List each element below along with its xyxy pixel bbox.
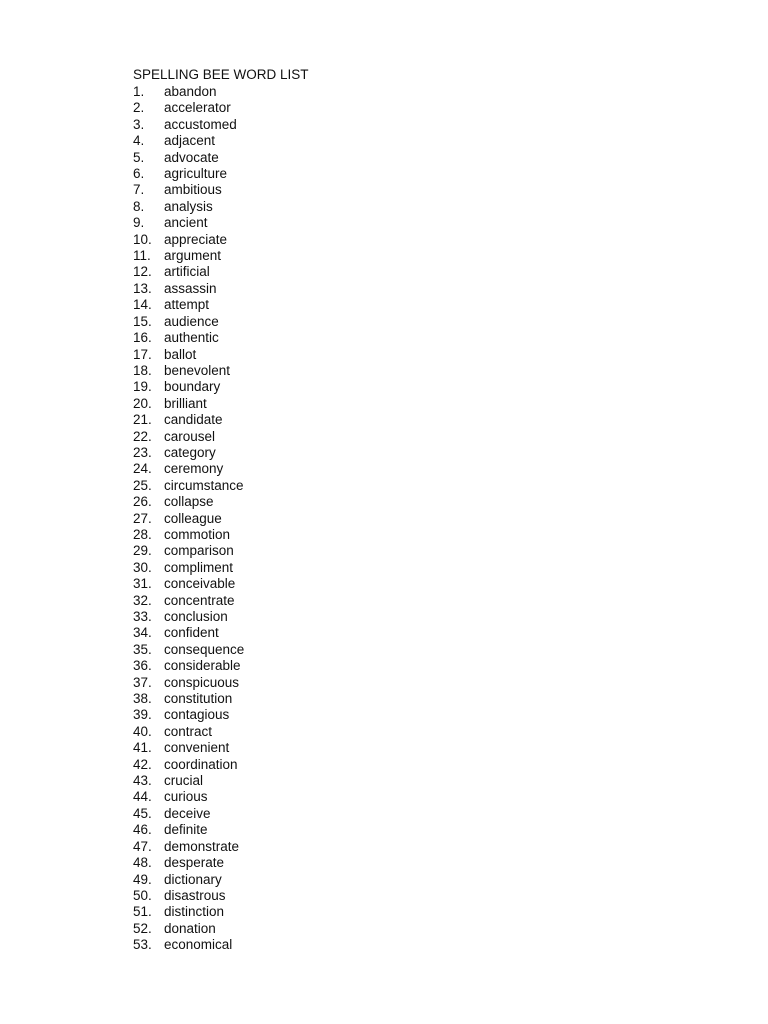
list-item xyxy=(133,166,244,182)
list-item-word: ambitious xyxy=(164,182,222,198)
list-item-word: attempt xyxy=(164,297,210,313)
list-item-number: 25. xyxy=(133,477,152,493)
list-item xyxy=(133,855,244,871)
list-item-word: demonstrate xyxy=(164,838,240,854)
list-item-number: 21. xyxy=(133,412,152,428)
list-item-number: 33. xyxy=(133,609,152,624)
list-item-number: 24. xyxy=(133,461,152,477)
list-item-number: 18. xyxy=(133,362,152,378)
list-item xyxy=(133,281,244,297)
list-item-word: conceivable xyxy=(164,576,236,592)
list-item-number: 10. xyxy=(133,231,152,247)
list-item-number: 1. xyxy=(133,84,145,99)
list-item-number: 50. xyxy=(133,887,152,903)
list-item-number: 28. xyxy=(133,526,152,542)
list-item xyxy=(133,675,244,691)
list-item xyxy=(133,658,244,674)
list-item xyxy=(133,740,244,756)
list-item xyxy=(133,330,244,346)
list-item xyxy=(133,478,244,494)
list-item-word: comparison xyxy=(164,543,234,559)
list-item-word: disastrous xyxy=(164,887,226,903)
list-item xyxy=(133,757,244,773)
list-item-number: 39. xyxy=(133,707,152,723)
list-item-word: desperate xyxy=(164,855,225,871)
list-item-number: 16. xyxy=(133,330,152,346)
list-item xyxy=(133,806,244,822)
list-item xyxy=(133,691,244,707)
list-item xyxy=(133,773,244,789)
list-item-number: 45. xyxy=(133,805,152,821)
list-item-word: artificial xyxy=(164,264,210,280)
list-item-number: 27. xyxy=(133,510,152,526)
list-item-word: ceremony xyxy=(164,461,224,477)
list-item-number: 7. xyxy=(133,182,145,198)
list-item-word: confident xyxy=(164,625,219,641)
list-item xyxy=(133,822,244,838)
list-item-number: 2. xyxy=(133,100,145,116)
list-item xyxy=(133,150,244,166)
list-item-word: accelerator xyxy=(164,100,231,116)
list-item-word: accustomed xyxy=(164,116,237,132)
list-item-word: audience xyxy=(164,313,219,329)
list-item-word: constitution xyxy=(164,691,233,707)
list-item xyxy=(133,888,244,904)
list-item xyxy=(133,937,244,953)
list-item xyxy=(133,724,244,740)
list-item-number: 19. xyxy=(133,379,152,395)
list-item-word: concentrate xyxy=(164,592,235,608)
list-item-number: 35. xyxy=(133,641,152,657)
list-item-number: 9. xyxy=(133,215,145,231)
list-item-word: adjacent xyxy=(164,133,216,149)
list-item xyxy=(133,396,244,412)
list-item xyxy=(133,264,244,280)
list-item-number: 48. xyxy=(133,855,152,871)
list-item-number: 40. xyxy=(133,723,152,739)
list-item xyxy=(133,642,244,658)
list-item xyxy=(133,527,244,543)
list-item-word: conclusion xyxy=(164,609,228,624)
list-item xyxy=(133,297,244,313)
list-item xyxy=(133,904,244,920)
list-item xyxy=(133,199,244,215)
list-item-word: conspicuous xyxy=(164,674,240,690)
list-item-word: curious xyxy=(164,789,208,805)
list-item xyxy=(133,839,244,855)
list-item xyxy=(133,560,244,576)
list-item-word: circumstance xyxy=(164,477,244,493)
list-item-word: appreciate xyxy=(164,231,228,247)
list-item-word: brilliant xyxy=(164,395,207,411)
list-item-number: 6. xyxy=(133,166,145,182)
list-item-word: analysis xyxy=(164,198,213,214)
list-item-word: contagious xyxy=(164,707,230,723)
list-item xyxy=(133,789,244,805)
list-item-number: 11. xyxy=(133,248,151,264)
list-item xyxy=(133,232,244,248)
list-item-word: boundary xyxy=(164,379,221,395)
list-item-number: 20. xyxy=(133,395,152,411)
list-item-number: 5. xyxy=(133,149,145,165)
list-item-number: 47. xyxy=(133,838,152,854)
list-item-word: dictionary xyxy=(164,871,222,887)
list-item-number: 32. xyxy=(133,592,152,608)
list-item-word: benevolent xyxy=(164,362,231,378)
list-item-word: agriculture xyxy=(164,166,228,182)
list-item-number: 46. xyxy=(133,822,152,838)
list-item xyxy=(133,543,244,559)
list-item-number: 37. xyxy=(133,674,152,690)
list-item-word: ballot xyxy=(164,346,197,362)
list-item-number: 4. xyxy=(133,133,145,149)
list-item-word: ancient xyxy=(164,215,208,231)
list-item xyxy=(133,872,244,888)
list-item-word: convenient xyxy=(164,740,230,756)
list-item-word: consequence xyxy=(164,641,245,657)
list-item xyxy=(133,133,244,149)
list-item-word: carousel xyxy=(164,428,216,444)
list-item xyxy=(133,494,244,510)
list-item-number: 53. xyxy=(133,937,152,953)
list-item-word: argument xyxy=(164,248,222,264)
list-item-number: 52. xyxy=(133,920,152,936)
list-item xyxy=(133,921,244,937)
list-item xyxy=(133,576,244,592)
list-item-number: 51. xyxy=(133,904,152,920)
list-item-number: 22. xyxy=(133,428,152,444)
list-item-number: 23. xyxy=(133,444,152,460)
list-item xyxy=(133,593,244,609)
list-item-word: assassin xyxy=(164,280,217,296)
list-item-word: advocate xyxy=(164,149,219,165)
list-item-number: 15. xyxy=(133,313,152,329)
list-item-number: 30. xyxy=(133,559,152,575)
list-item-word: collapse xyxy=(164,494,214,510)
list-item-number: 31. xyxy=(133,576,152,592)
list-item-word: distinction xyxy=(164,904,225,920)
list-item-number: 38. xyxy=(133,691,152,707)
list-item-word: category xyxy=(164,444,216,460)
list-item xyxy=(133,215,244,231)
list-item xyxy=(133,609,244,625)
list-item-number: 29. xyxy=(133,543,152,559)
list-item-word: crucial xyxy=(164,773,204,789)
list-item xyxy=(133,363,244,379)
list-item-word: abandon xyxy=(164,84,217,99)
list-item xyxy=(133,379,244,395)
list-item-word: colleague xyxy=(164,510,222,526)
list-item xyxy=(133,707,244,723)
list-item xyxy=(133,100,244,116)
list-item-number: 8. xyxy=(133,198,145,214)
list-item xyxy=(133,248,244,264)
list-item xyxy=(133,445,244,461)
list-item-number: 13. xyxy=(133,280,152,296)
document-title: SPELLING BEE WORD LIST xyxy=(133,67,309,82)
list-item-word: economical xyxy=(164,937,233,953)
word-list xyxy=(133,84,244,954)
list-item xyxy=(133,625,244,641)
list-item-word: definite xyxy=(164,822,208,838)
list-item xyxy=(133,412,244,428)
list-item xyxy=(133,429,244,445)
list-item-word: deceive xyxy=(164,805,211,821)
list-item xyxy=(133,511,244,527)
list-item-word: contract xyxy=(164,723,213,739)
list-item-word: authentic xyxy=(164,330,219,346)
list-item xyxy=(133,314,244,330)
list-item xyxy=(133,84,244,100)
list-item-number: 43. xyxy=(133,773,152,789)
list-item-word: compliment xyxy=(164,559,234,575)
list-item-number: 14. xyxy=(133,297,152,313)
list-item-number: 36. xyxy=(133,658,152,674)
list-item-number: 12. xyxy=(133,264,152,280)
list-item-word: commotion xyxy=(164,526,231,542)
list-item xyxy=(133,117,244,133)
list-item-word: donation xyxy=(164,920,216,936)
list-item-number: 3. xyxy=(133,116,145,132)
list-item xyxy=(133,461,244,477)
list-item-word: coordination xyxy=(164,756,238,772)
list-item-number: 49. xyxy=(133,871,152,887)
list-item-number: 34. xyxy=(133,625,152,641)
list-item-number: 42. xyxy=(133,756,152,772)
list-item xyxy=(133,182,244,198)
list-item-number: 44. xyxy=(133,789,152,805)
list-item-number: 41. xyxy=(133,740,152,756)
list-item-number: 17. xyxy=(133,346,152,362)
list-item-word: considerable xyxy=(164,658,241,674)
list-item-number: 26. xyxy=(133,494,152,510)
list-item xyxy=(133,347,244,363)
list-item-word: candidate xyxy=(164,412,223,428)
